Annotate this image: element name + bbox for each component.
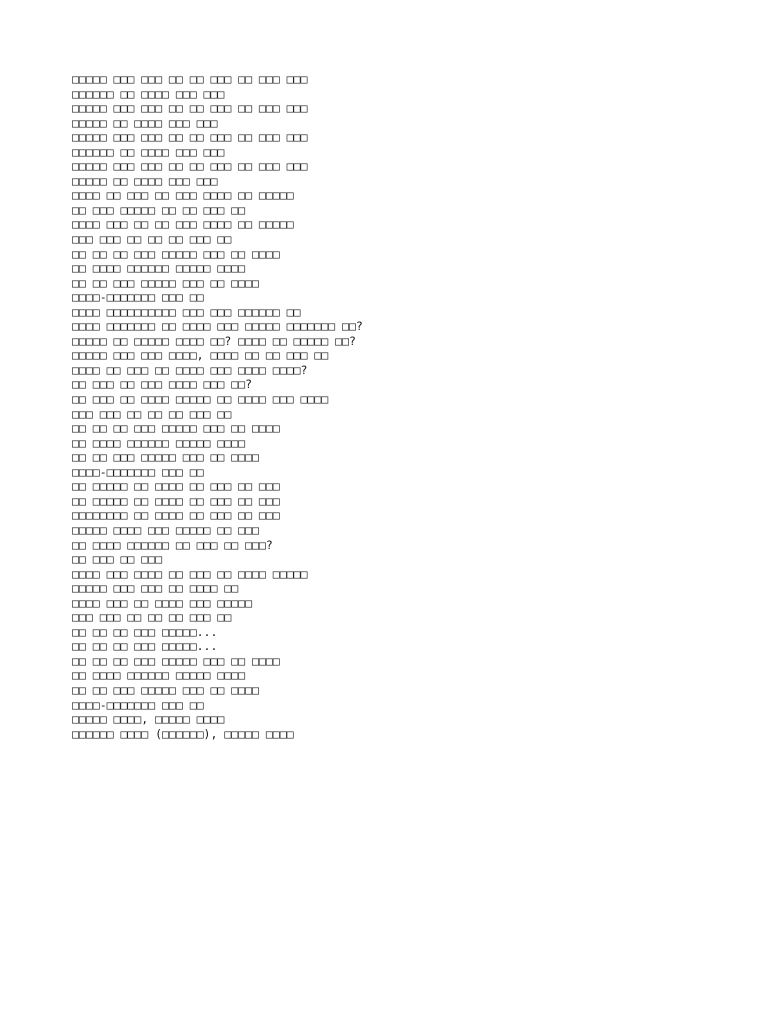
text-line: □□□ □□□ □□ □□ □□ □□□ □□	[72, 406, 232, 421]
text-line: □□ □□ □□□ □□□□□ □□□ □□ □□□□	[72, 450, 259, 465]
text-line: □□□□-□□□□□□□ □□□ □□	[72, 697, 204, 712]
text-line: □□□□ □□□ □□□□ □□ □□□ □□ □□□□ □□□□□	[72, 566, 308, 581]
text-line: □□ □□□ □□ □□□□ □□□□□ □□ □□□□ □□□ □□□□	[72, 392, 329, 407]
text-line: □□ □□ □□□ □□□□□ □□□ □□ □□□□	[72, 682, 259, 697]
text-line: □□□□ □□□□□□□□□□ □□□ □□□ □□□□□□ □□	[72, 304, 301, 319]
text-line: □□□□-□□□□□□□ □□□ □□	[72, 464, 204, 479]
text-line: □□ □□ □□ □□□ □□□□□ □□□ □□ □□□□	[72, 246, 280, 261]
text-line: □□ □□□□□ □□ □□□□ □□ □□□ □□ □□□	[72, 479, 280, 494]
text-line: □□□□ □□ □□□ □□ □□□ □□□□ □□ □□□□□	[72, 188, 294, 203]
text-line: □□□□ □□□ □□ □□ □□□ □□□□ □□ □□□□□	[72, 217, 294, 232]
text-line: □□ □□ □□ □□□ □□□□□...	[72, 624, 218, 639]
text-line: □□□□□ □□ □□□□□ □□□□ □□? □□□□ □□ □□□□□ □□?	[72, 333, 356, 348]
text-line: □□□□□ □□□ □□□ □□ □□ □□□ □□ □□□ □□□	[72, 101, 308, 116]
text-line: □□□□□ □□□ □□□ □□ □□ □□□ □□ □□□ □□□	[72, 159, 308, 174]
text-line: □□□□□□ □□ □□□□ □□□ □□□	[72, 144, 225, 159]
text-line: □□□□ □□□□□□□ □□ □□□□ □□□ □□□□□ □□□□□□□ □□?	[72, 319, 363, 334]
text-line: □□ □□□□ □□□□□□ □□□□□ □□□□	[72, 435, 246, 450]
text-line: □□□□□ □□ □□□□ □□□ □□□	[72, 115, 218, 130]
text-line: □□□ □□□ □□ □□ □□ □□□ □□	[72, 610, 232, 625]
text-line: □□□□□ □□□ □□□ □□ □□ □□□ □□ □□□ □□□	[72, 72, 308, 86]
document-page	[72, 72, 712, 741]
text-line: □□□□□□ □□ □□□□ □□□ □□□	[72, 86, 225, 101]
text-line: □□□□□ □□□ □□□ □□□□, □□□□ □□ □□ □□□ □□	[72, 348, 329, 363]
text-line: □□ □□□□ □□□□□□ □□ □□□ □□ □□□?	[72, 537, 273, 552]
text-line: □□ □□□ □□ □□□ □□□□ □□□ □□?	[72, 377, 253, 392]
text-line: □□□ □□□ □□ □□ □□ □□□ □□	[72, 232, 232, 247]
text-line: □□ □□ □□□ □□□□□ □□□ □□ □□□□	[72, 275, 259, 290]
text-line: □□□□ □□□ □□ □□□□ □□□ □□□□□	[72, 595, 253, 610]
text-line: □□□□□□□□ □□ □□□□ □□ □□□ □□ □□□	[72, 508, 280, 523]
text-line: □□ □□□ □□□□□ □□ □□ □□□ □□	[72, 202, 246, 217]
text-line: □□ □□ □□ □□□ □□□□□...	[72, 639, 218, 654]
text-line: □□□□□ □□□ □□□ □□ □□□□ □□	[72, 581, 239, 596]
text-line: □□□□□ □□□ □□□ □□ □□ □□□ □□ □□□ □□□	[72, 130, 308, 145]
text-line: □□□□□ □□□□, □□□□□ □□□□	[72, 712, 225, 727]
text-line: □□□□□ □□ □□□□ □□□ □□□	[72, 173, 218, 188]
text-line: □□□□-□□□□□□□ □□□ □□	[72, 290, 204, 305]
text-line: □□ □□□□ □□□□□□ □□□□□ □□□□	[72, 668, 246, 683]
text-line: □□ □□ □□ □□□ □□□□□ □□□ □□ □□□□	[72, 653, 280, 668]
text-line: □□ □□ □□ □□□ □□□□□ □□□ □□ □□□□	[72, 421, 280, 436]
text-line: □□ □□□□ □□□□□□ □□□□□ □□□□	[72, 261, 246, 276]
text-line: □□□□□ □□□□ □□□ □□□□□ □□ □□□	[72, 522, 259, 537]
text-line: □□□□□□ □□□□ (□□□□□□), □□□□□ □□□□	[72, 726, 294, 741]
text-line: □□ □□□□□ □□ □□□□ □□ □□□ □□ □□□	[72, 493, 280, 508]
text-line: □□□□ □□ □□□ □□ □□□□ □□□ □□□□ □□□□?	[72, 362, 308, 377]
text-line: □□ □□□ □□ □□□	[72, 552, 163, 567]
